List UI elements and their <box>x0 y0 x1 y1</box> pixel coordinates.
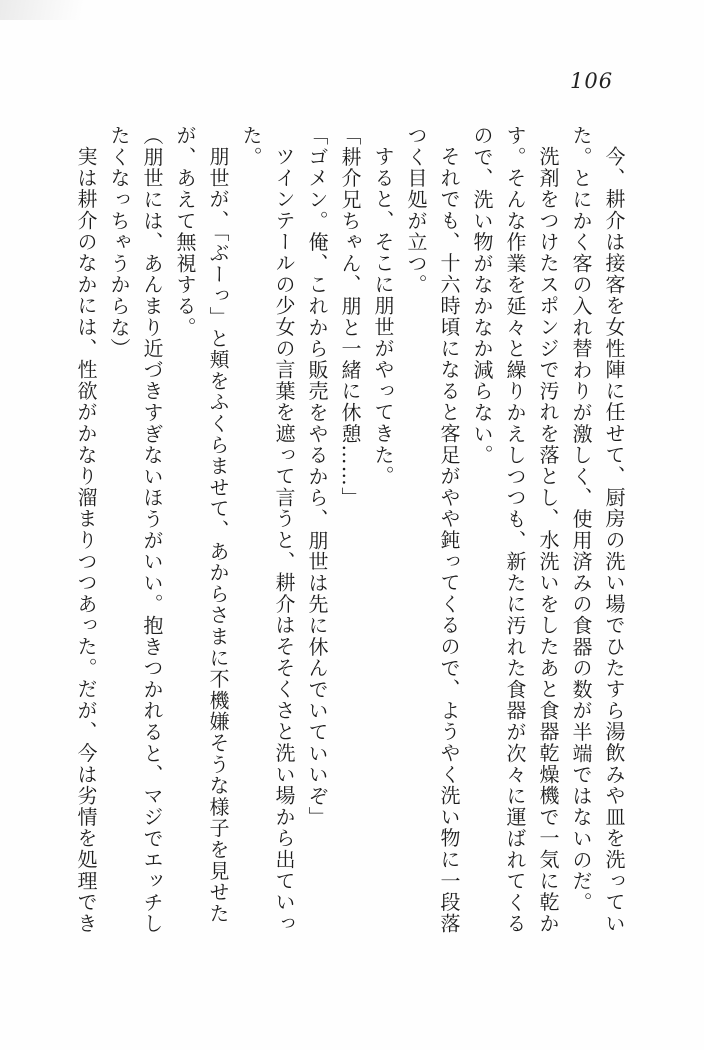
text-column: （朋世には、あんまり近づきすぎないほうがいい。抱きつかれると、マジでエッチし <box>140 125 164 935</box>
text-column: 「耕介兄ちゃん、朋と一緒に休憩……」 <box>338 125 362 509</box>
text-column: 朋世が、「ぶーっ」と頬をふくらませて、あからさまに不機嫌そうな様子を見せた <box>206 146 230 925</box>
text-column: 実は耕介のなかには、性欲がかなり溜まりつつあった。だが、今は劣情を処理でき <box>74 146 98 935</box>
text-column: た。とにかく客の入れ替わりが激しく、使用済みの食器の数が半端ではないのだ。 <box>569 125 593 914</box>
text-column: それでも、十六時頃になると客足がやや鈍ってくるので、ようやく洗い物に一段落 <box>437 146 461 935</box>
text-column: 「ゴメン。俺、これから販売をやるから、朋世は先に休んでいていいぞ」 <box>305 125 329 828</box>
page-number: 106 <box>570 69 614 93</box>
text-column: ツインテールの少女の言葉を遮って言うと、耕介はそそくさと洗い場から出ていっ <box>272 146 296 935</box>
text-column: すると、そこに朋世がやってきた。 <box>371 146 395 487</box>
text-column: つく目処が立つ。 <box>404 125 428 296</box>
text-column: た。 <box>239 125 263 168</box>
text-column: す。そんな作業を延々と繰りかえしつつも、新たに汚れた食器が次々に運ばれてくる <box>503 125 527 935</box>
text-column: ので、洗い物がなかなか減らない。 <box>470 125 494 466</box>
text-column: 洗剤をつけたスポンジで汚れを落とし、水洗いをしたあと食器乾燥機で一気に乾か <box>536 146 560 935</box>
text-column: 今、耕介は接客を女性陣に任せて、厨房の洗い場でひたすら湯飲みや皿を洗ってい <box>602 146 626 935</box>
text-column: が、あえて無視する。 <box>173 125 197 338</box>
text-column: たくなっちゃうからな） <box>107 125 131 360</box>
